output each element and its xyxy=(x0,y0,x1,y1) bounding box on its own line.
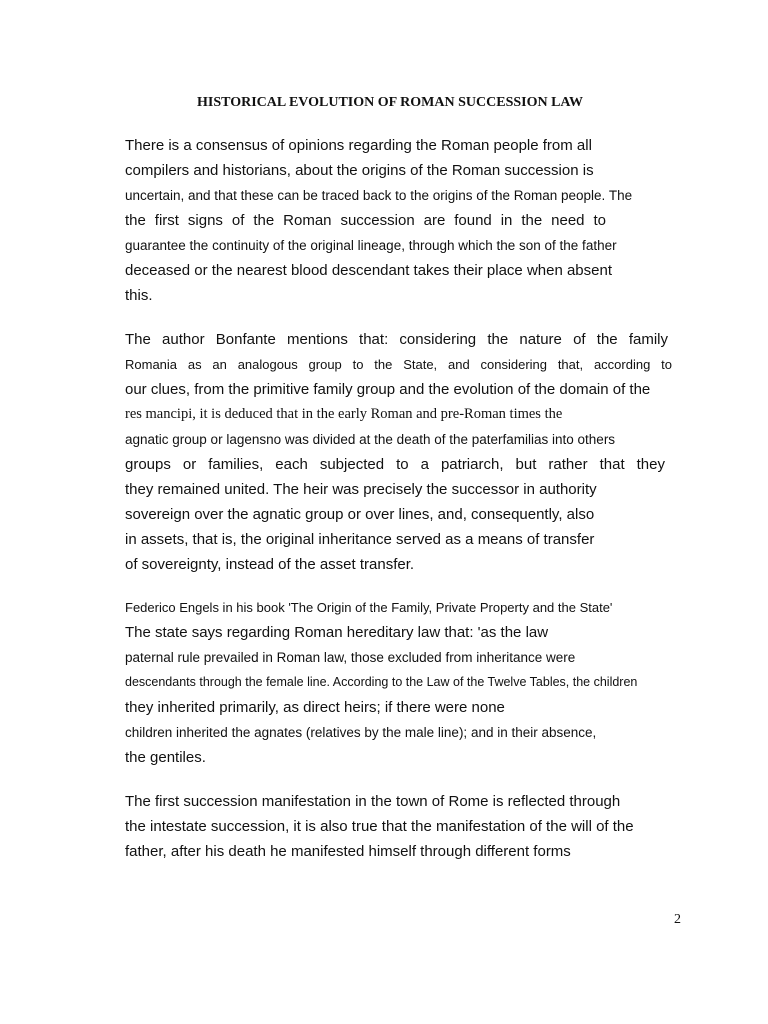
text-line: The first succession manifestation in the town of Rome is reflected through xyxy=(125,793,621,810)
text-line: compilers and historians, about the origins of the Roman succession is xyxy=(125,162,594,179)
text-line: The author Bonfante mentions that: considering the nature of the family xyxy=(125,331,668,348)
text-line: children inherited the agnates (relatives by the male line); and in their absence, xyxy=(125,725,597,740)
text-line: father, after his death he manifested himself through different forms xyxy=(125,843,571,860)
text-line: agnatic group or lagensno was divided at the death of the paterfamilias into others xyxy=(125,432,616,447)
text-line: the gentiles. xyxy=(125,749,206,766)
text-line: descendants through the female line. According to the Law of the Twelve Tables, the children xyxy=(125,675,638,689)
paragraph-2 xyxy=(125,327,695,577)
paragraph-1 xyxy=(125,133,695,308)
text-line: they remained united. The heir was precisely the successor in authority xyxy=(125,481,597,498)
text-line: in assets, that is, the original inheritance served as a means of transfer xyxy=(125,531,595,548)
text-line: the first signs of the Roman succession are found in the need to xyxy=(125,212,606,229)
text-line: deceased or the nearest blood descendant takes their place when absent xyxy=(125,262,613,279)
paragraph-4 xyxy=(125,789,695,864)
text-line: guarantee the continuity of the original lineage, through which the son of the father xyxy=(125,238,617,253)
text-line: they inherited primarily, as direct heirs; if there were none xyxy=(125,699,505,716)
paragraph-3 xyxy=(125,595,695,770)
text-line: The state says regarding Roman hereditary law that: 'as the law xyxy=(125,624,549,641)
text-line: our clues, from the primitive family group and the evolution of the domain of the xyxy=(125,381,651,398)
text-line: this. xyxy=(125,287,153,304)
text-line: uncertain, and that these can be traced back to the origins of the Roman people. The xyxy=(125,188,633,203)
text-line: paternal rule prevailed in Roman law, those excluded from inheritance were xyxy=(125,650,576,665)
text-line: Romania as an analogous group to the State, and considering that, according to xyxy=(125,357,672,372)
text-line: Federico Engels in his book 'The Origin of the Family, Private Property and the State' xyxy=(125,600,613,615)
text-line: res mancipi, it is deduced that in the early Roman and pre-Roman times the xyxy=(125,406,563,422)
text-line: sovereign over the agnatic group or over lines, and, consequently, also xyxy=(125,506,595,523)
document-title: HISTORICAL EVOLUTION OF ROMAN SUCCESSION LAW xyxy=(197,95,583,110)
page-number: 2 xyxy=(674,912,681,927)
text-line: groups or families, each subjected to a patriarch, but rather that they xyxy=(125,456,665,473)
text-line: of sovereignty, instead of the asset transfer. xyxy=(125,556,415,573)
text-line: the intestate succession, it is also true that the manifestation of the will of the xyxy=(125,818,634,835)
text-line: There is a consensus of opinions regarding the Roman people from all xyxy=(125,137,592,154)
